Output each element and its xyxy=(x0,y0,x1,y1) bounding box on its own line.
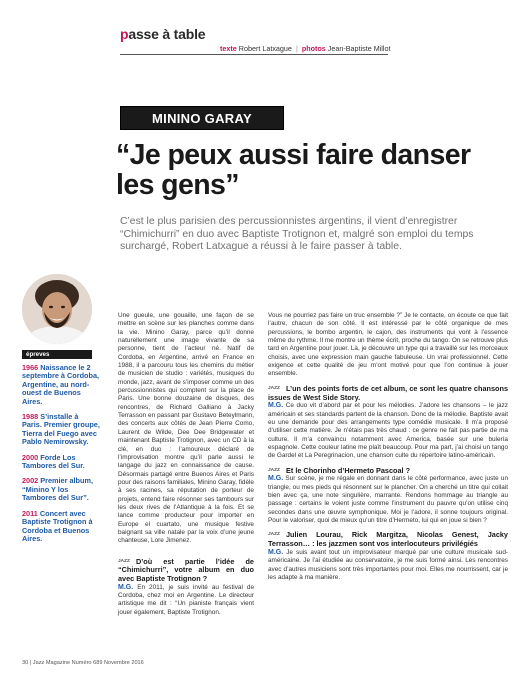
event-text: Premier album, “Minino Y los Tambores del Sur”. xyxy=(22,476,93,503)
event-year: 2011 xyxy=(22,508,38,518)
answer xyxy=(118,584,254,617)
jazz-label: JAZZ xyxy=(118,558,130,564)
mg-label: M.G. xyxy=(268,475,284,483)
jazz-label: JAZZ xyxy=(268,532,280,538)
credit-text-name: Robert Latxague xyxy=(238,44,292,53)
question-text: D’où est partie l’idée de “Chimichurri”, votre album en duo avec Baptiste Trotignon ? xyxy=(118,556,254,584)
mg-label: M.G. xyxy=(118,583,134,591)
answer xyxy=(268,549,508,582)
section-rubric xyxy=(120,26,205,42)
question-text: Et le Chorinho d’Hermeto Pascoal ? xyxy=(286,465,411,475)
artist-photo xyxy=(22,274,92,344)
question-text: Julien Lourau, Rick Margitza, Nicolas Genest, Jacky Terrasson… : les jazzmen sont vos interlocuteurs privilégiés xyxy=(268,530,508,549)
question xyxy=(268,531,508,548)
answer-text: Ce duo vit d’abord par et pour les mélodies. J’adore les chansons – le jazz américain et ses standards partent de la chanson. Donc de la mélodie. Baptiste avait eu une demande pour des arrangements type comédie musicale. Il m’a proposé d’utiliser cette matière. Je n’étais pas très chaud : ce genre ne fait pas partie de ma culture. Il m’a convaincu notamment avec America, basée sur une bulería espagnole. Cette couleur latine me plaît beaucoup. Pour ma part, j’ai choisi un tango de Gardel et La Peregrinacion, une chanson culte du répertoire latino-américain. xyxy=(268,402,508,460)
intro-paragraph: Une gueule, une gouaille, une façon de se mettre en scène sur les planches comme dans la vie. Minino Garay, parce qu’il donne naturellement une image vivante de sa personne, tient de l’acteur né. Natif de Cordoba, en Argentine, arrivé en France en 1988, il a parcouru tous les chemins du métier de musicien de studio : variétés, musiques du monde, jazz, avant de s’imposer comme un des percussionnistes qui comptent sur la place de Paris. Une bonne douzaine de disques, des rencontres, de Richard Galliano à Jacky Terrasson en passant par Gustavo Beteylmann, des concerts aux côtés de Jean Pierre Como, Laurent de Wilde, Dee Dee Bridgewater et maintenant Baptiste Trotignon, avec un CD à la clé, en duo : l’amoureux déclaré de l’improvisation montre qu’il parle aussi le langage du jazz en connaissance de cause. Désormais partagé entre Buenos Aires et Paris pour des raisons familiales, Minino Garay, fidèle à ses racines, sa réputation de porteur de projets, entend faire résonner ses tambours sur les deux rives de l’Atlantique à la fois. Et se lance comme producteur pour importer en Europe el cuartato, une musique festive baignant sa ville natale par la voix d’une jeune chanteuse, Lore Jimenez. xyxy=(118,312,254,545)
answer-text: Sur scène, je me régale en donnant dans le côté performance, avec juste un triangle, ou mes pieds qui résonnent sur le plancher. On a cherché un titre qui collait bien avec ça, une note singulière, marrante. Rendons hommage au triangle au passage : certains le voient juste comme l’instrument du pauvre qu’on utilise cinq secondes dans une œuvre symphonique. Moi je l’adore, il sonne toujours original. Pour le valoriser, quoi de mieux qu’un titre d’Hermeto, lui qui en joue si bien ? xyxy=(268,475,508,525)
event-text: Naissance le 2 septembre à Cordoba, Argentine, au nord-ouest de Buenos Aires. xyxy=(22,363,100,406)
body-column-2 xyxy=(268,312,508,582)
page-footer: 30 | Jazz Magazine Numéro 689 Novembre 2016 xyxy=(22,660,144,666)
answer xyxy=(268,402,508,460)
event-text: Forde Los Tambores del Sur. xyxy=(22,452,85,471)
sidebar-header: épreves xyxy=(22,350,92,359)
headline: “Je peux aussi faire danser les gens” xyxy=(116,139,471,201)
artist-name-box: MININO GARAY xyxy=(120,106,284,130)
event-year: 1988 xyxy=(22,412,39,422)
question xyxy=(268,467,508,476)
header-rule xyxy=(120,54,388,55)
timeline-event xyxy=(22,477,100,502)
credit-photo-name: Jean-Baptiste Millot xyxy=(327,44,391,53)
paragraph: Vous ne pourriez pas faire un truc ensemble ?” Je le contacte, on écoute ce que fait l’autre, chacun de son côté. Il est intéressé par le côté organique de mes percussions, le bombo argentin, le cajon, des instruments qui vont à l’essence même du rythme. Il me montre un thème écrit, proche du tango. On se retrouve plus tard en Argentine pour jouer. Là, je découvre un type qui a travaillé sur les morceaux choisis, avec une expression main gauche fabuleuse. Un vrai professionnel. Cette exigence et cette qualité de jeu m’ont motivé pour que l’on continue à jouer ensemble. xyxy=(268,312,508,378)
timeline-event xyxy=(22,364,100,406)
credit-separator: | xyxy=(295,44,298,53)
timeline xyxy=(22,364,100,550)
question-text: L’un des points forts de cet album, ce sont les quatre chansons issues de West Side Story. xyxy=(268,383,508,402)
event-year: 2000 xyxy=(22,452,39,462)
lead-paragraph: C’est le plus parisien des percussionnistes argentins, il vient d’enregistrer “Chimichurri” en duo avec Baptiste Trotignon et, malgré son emploi du temps surchargé, Robert Latxague a réussi à le faire passer à table. xyxy=(120,216,474,253)
rubric-rest: asse à table xyxy=(128,26,206,42)
mg-label: M.G. xyxy=(268,548,284,556)
question xyxy=(268,385,508,402)
rubric-initial: p xyxy=(120,26,129,42)
event-year: 1966 xyxy=(22,363,39,372)
jazz-label: JAZZ xyxy=(268,467,280,473)
credit-photo-label: photos xyxy=(301,44,326,53)
body-column-1 xyxy=(118,312,254,617)
answer xyxy=(268,475,508,525)
timeline-event xyxy=(22,454,100,471)
event-text: S’installe à Paris. Premier groupe, Tierra del Fuego avec Pablo Nemirowsky. xyxy=(22,412,100,447)
event-text: Concert avec Baptiste Trotignon à Cordoba et Buenos Aires. xyxy=(22,508,93,543)
event-year: 2002 xyxy=(22,476,39,486)
jazz-label: JAZZ xyxy=(268,385,280,391)
answer-text: En 2011, je suis invité au festival de Cordoba, chez moi en Argentine. Le directeur artistique me dit : “Un pianiste français vient jouer également, Baptiste Trotignon. xyxy=(118,583,254,616)
credits-line xyxy=(220,44,390,53)
timeline-event xyxy=(22,510,100,544)
credit-text-label: texte xyxy=(220,44,237,53)
timeline-event xyxy=(22,413,100,447)
answer-text: Je suis avant tout un improvisateur marqué par une culture musicale sud-américaine. Je l’ai étudiée au conservatoire, je me suis formé ainsi. Les rencontres avec d’autres musiciens sont très importantes pour moi. Elles me nourrissent, car je les adapte à ma manière. xyxy=(268,548,508,581)
portrait-illustration xyxy=(22,274,92,344)
question xyxy=(118,558,254,584)
mg-label: M.G. xyxy=(268,402,284,410)
